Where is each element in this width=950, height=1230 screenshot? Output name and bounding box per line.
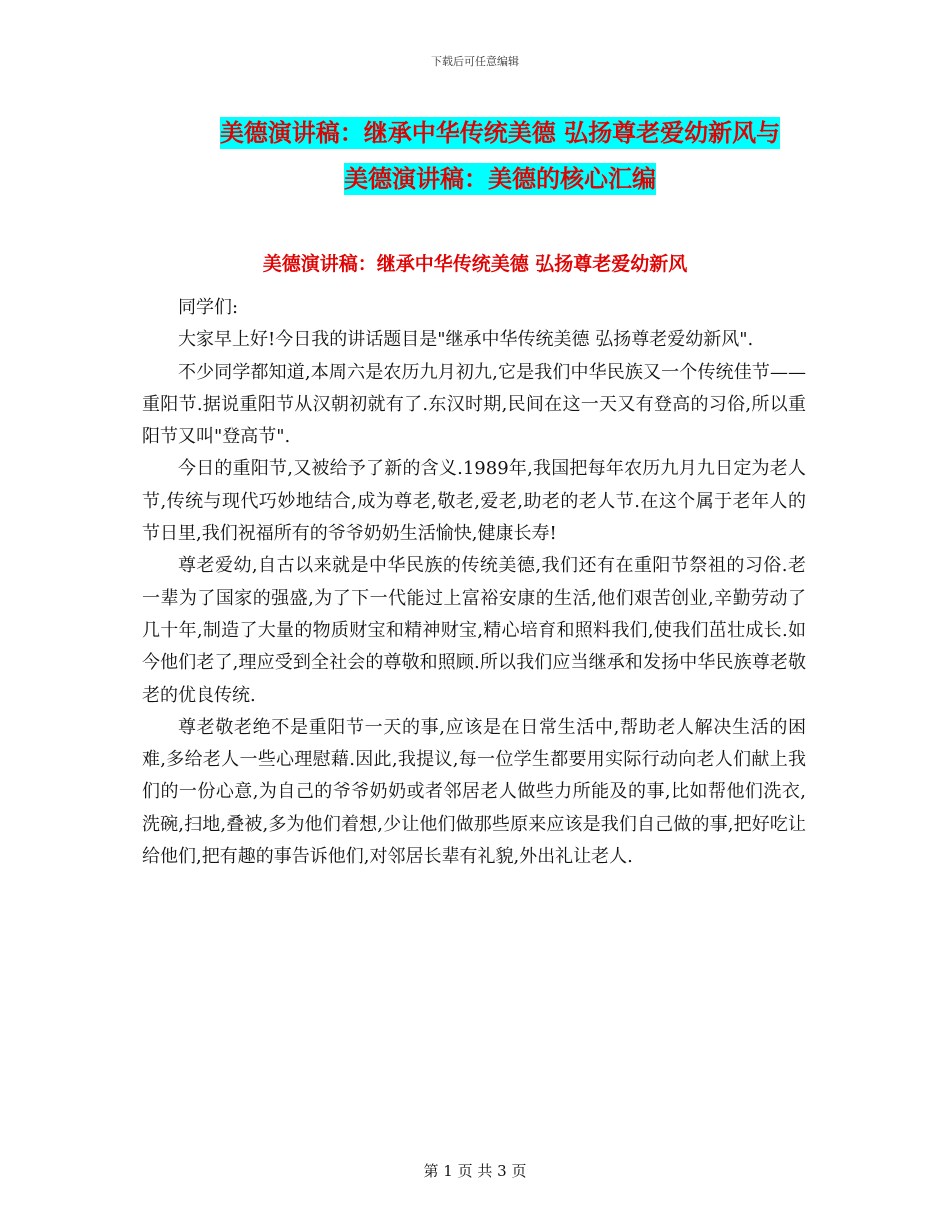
paragraph: 尊老敬老绝不是重阳节一天的事,应该是在日常生活中,帮助老人解决生活的困难,多给老人一些心理慰藉.因此,我提议,每一位学生都要用实际行动向老人们献上我们的一份心意,为自己的爷爷奶奶或者邻居老人做些力所能及的事,比如帮他们洗衣,洗碗,扫地,叠被,多为他们着想,少让他们做那些原来应该是我们自己做的事,把好吃让给他们,把有趣的事告诉他们,对邻居长辈有礼貌,外出礼让老人. xyxy=(142,716,806,868)
paragraph-greeting: 同学们: xyxy=(178,297,239,318)
paragraph: 大家早上好!今日我的讲话题目是"继承中华传统美德 弘扬尊老爱幼新风". xyxy=(178,329,754,351)
paragraph: 尊老爱幼,自古以来就是中华民族的传统美德,我们还有在重阳节祭祖的习俗.老一辈为了国家的强盛,为了下一代能过上富裕安康的生活,他们艰苦创业,辛勤劳动了几十年,制造了大量的物质财宝和精神财宝,精心培育和照料我们,使我们茁壮成长.如今他们老了,理应受到全社会的尊敬和照顾.所以我们应当继承和发扬中华民族尊老敬老的优良传统. xyxy=(142,555,806,706)
document-title-line-2: 美德演讲稿：美德的核心汇编 xyxy=(344,165,656,193)
paragraph: 今日的重阳节,又被给予了新的含义.1989年,我国把每年农历九月九日定为老人节,传统与现代巧妙地结合,成为尊老,敬老,爱老,助老的老人节.在这个属于老年人的节日里,我们祝福所有的爷爷奶奶生活愉快,健康长寿! xyxy=(142,458,806,545)
paragraph: 不少同学都知道,本周六是农历九月初九,它是我们中华民族又一个传统佳节——重阳节.据说重阳节从汉朝初就有了.东汉时期,民间在这一天又有登高的习俗,所以重阳节又叫"登高节". xyxy=(142,361,806,448)
speech-body xyxy=(142,292,806,873)
document-title-line-1: 美德演讲稿：继承中华传统美德 弘扬尊老爱幼新风与 xyxy=(219,119,781,147)
header-note: 下载后可任意编辑 xyxy=(431,55,519,68)
page-footer: 第 1 页 共 3 页 xyxy=(423,1162,527,1180)
section-title: 美德演讲稿：继承中华传统美德 弘扬尊老爱幼新风 xyxy=(262,253,688,275)
document-title xyxy=(140,110,860,202)
